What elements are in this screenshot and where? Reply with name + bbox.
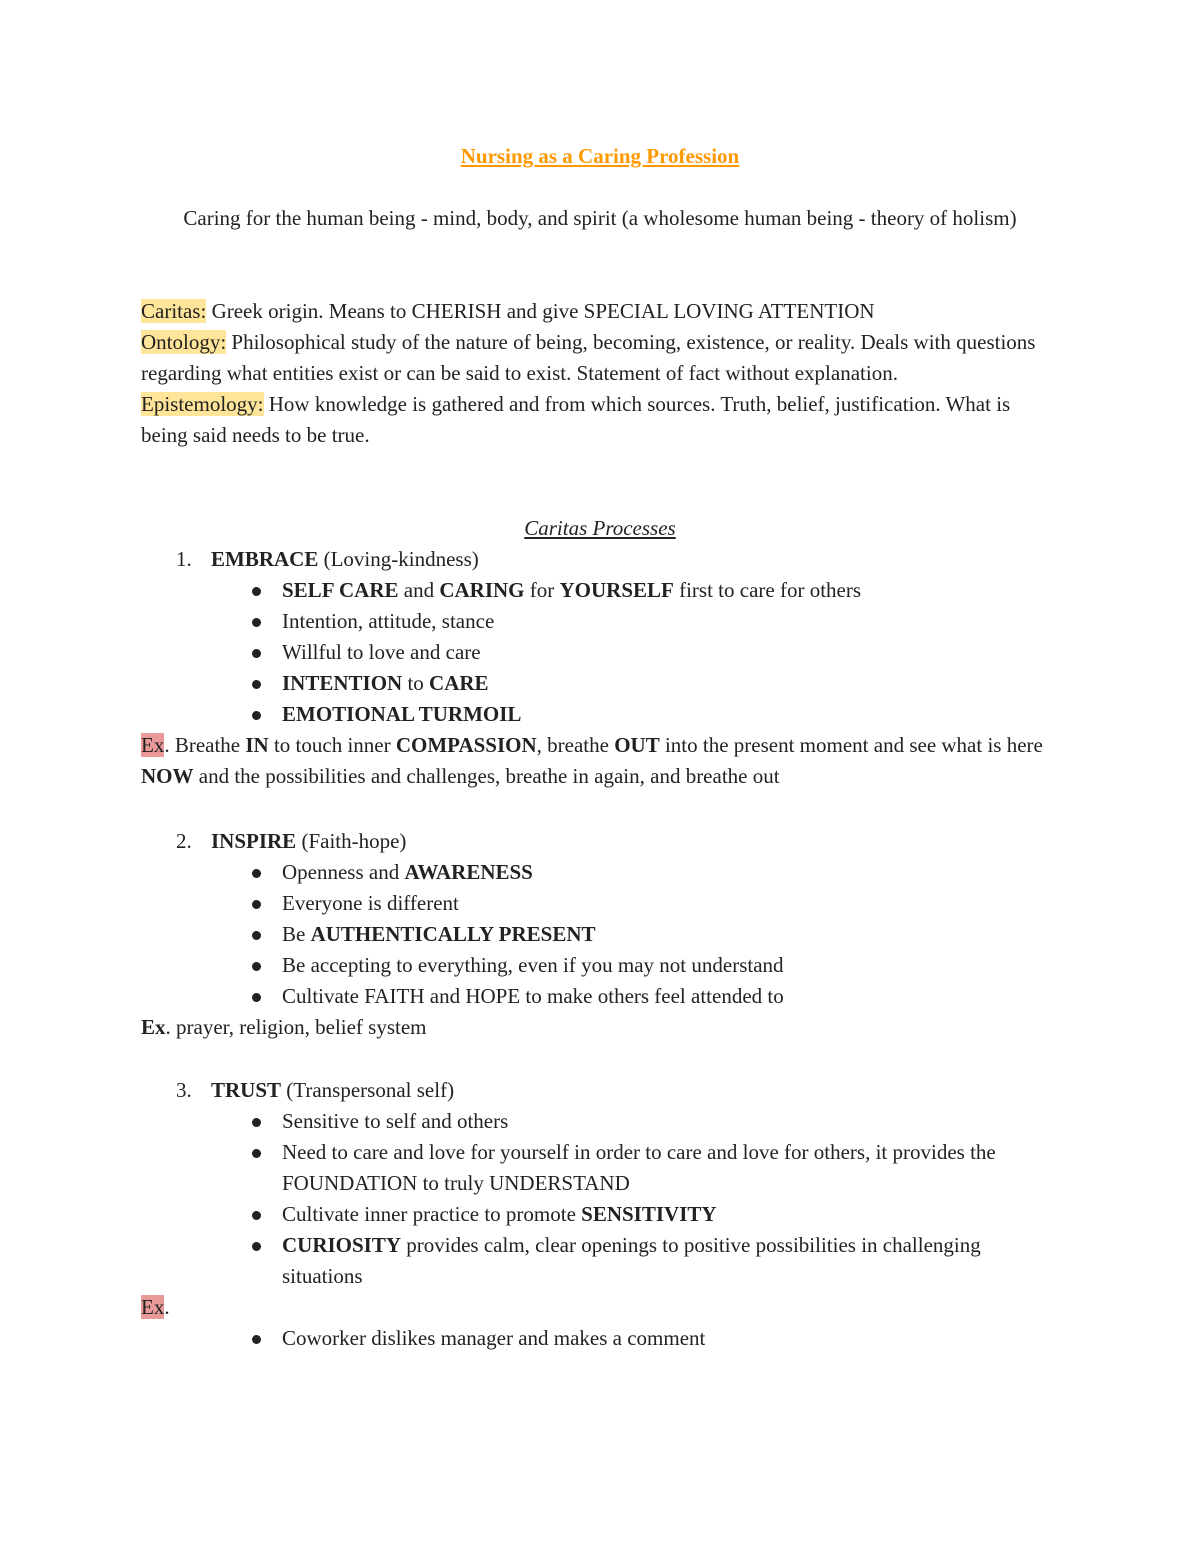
list-item [141,606,1061,637]
process-heading [141,544,1061,575]
process-number: 3. [176,1078,192,1102]
text-bold: AWARENESS [404,860,533,884]
text-bold: IN [245,733,269,757]
text: and the possibilities and challenges, breathe in again, and breathe out [193,764,780,788]
bullet-icon [252,1118,261,1127]
text-bold: NOW [141,764,194,788]
bullet-list [141,575,1061,730]
text: Intention, attitude, stance [282,609,495,633]
list-item [141,637,1061,668]
text: for [524,578,560,602]
list-item [141,668,1061,699]
term-ontology: Ontology: [141,330,227,354]
bullet-icon [252,680,261,689]
section-heading: Caritas Processes [524,516,676,540]
text: Willful to love and care [282,640,481,664]
list-item [141,950,1061,981]
bullet-list [141,1323,1061,1354]
text: Cultivate inner practice to promote [282,1202,582,1226]
example-label: Ex [141,733,165,757]
list-item [141,1323,1061,1354]
text: . [164,1295,170,1319]
list-item [141,888,1061,919]
process-inspire [141,826,1061,1043]
process-heading [141,826,1061,857]
text: and [398,578,440,602]
definition-ontology [141,327,1061,389]
text: first to care for others [673,578,862,602]
list-item [141,1137,1061,1199]
bullet-list [141,1106,1061,1292]
text: to [402,671,430,695]
definition-text: Greek origin. Means to CHERISH and give SPECIAL LOVING ATTENTION [206,299,875,323]
text: provides calm, clear openings to positive possibilities in challenging situations [282,1233,981,1288]
text-bold: CARE [429,671,489,695]
definitions [141,296,1061,451]
process-subtitle: (Transpersonal self) [281,1078,455,1102]
text-bold: SENSITIVITY [581,1202,717,1226]
bullet-icon [252,1335,261,1344]
text: Everyone is different [282,891,459,915]
text: Sensitive to self and others [282,1109,509,1133]
text-bold: EMOTIONAL TURMOIL [282,702,522,726]
text: Be [282,922,311,946]
example [141,1292,1061,1323]
bullet-icon [252,962,261,971]
bullet-icon [252,1149,261,1158]
definition-text: How knowledge is gathered and from which sources. Truth, belief, justification. What is being said needs to be true. [141,392,1011,447]
bullet-icon [252,993,261,1002]
text: into the present moment and see what is here [659,733,1043,757]
definition-epistemology [141,389,1061,451]
bullet-icon [252,900,261,909]
list-item [141,1106,1061,1137]
text: . prayer, religion, belief system [165,1015,427,1039]
bullet-icon [252,587,261,596]
definition-caritas [141,296,1061,327]
example-label: Ex [141,1295,165,1319]
process-name: INSPIRE [211,829,297,853]
bullet-icon [252,1242,261,1251]
text: Openness and [282,860,405,884]
process-trust [141,1075,1061,1354]
process-number: 1. [176,547,192,571]
bullet-icon [252,869,261,878]
term-epistemology: Epistemology: [141,392,264,416]
text: Coworker dislikes manager and makes a comment [282,1326,706,1350]
text: Need to care and love for yourself in order to care and love for others, it provides the FOUNDATION to truly UNDERSTAND [282,1140,996,1195]
bullet-icon [252,649,261,658]
text-bold: CURIOSITY [282,1233,402,1257]
list-item [141,1230,1061,1292]
process-subtitle: (Faith-hope) [296,829,407,853]
bullet-icon [252,618,261,627]
text: Be accepting to everything, even if you may not understand [282,953,784,977]
bullet-icon [252,1211,261,1220]
bullet-list [141,857,1061,1012]
text-bold: INTENTION [282,671,403,695]
example [141,1012,1061,1043]
process-subtitle: (Loving-kindness) [318,547,479,571]
text-bold: COMPASSION [395,733,537,757]
subtitle: Caring for the human being - mind, body, and spirit (a wholesome human being - theory of holism) [183,206,1017,230]
bullet-icon [252,931,261,940]
text-bold: CARING [439,578,525,602]
definition-text: Philosophical study of the nature of being, becoming, existence, or reality. Deals with questions regarding what entities exist or can be said to exist. Statement of fact without explanation. [141,330,1036,385]
process-embrace [141,544,1061,792]
text-bold: YOURSELF [559,578,674,602]
process-name: TRUST [211,1078,282,1102]
process-number: 2. [176,829,192,853]
list-item [141,575,1061,606]
bullet-icon [252,711,261,720]
process-heading [141,1075,1061,1106]
list-item [141,919,1061,950]
text-bold: OUT [614,733,660,757]
text: Cultivate FAITH and HOPE to make others feel attended to [282,984,784,1008]
text-bold: AUTHENTICALLY PRESENT [310,922,596,946]
list-item [141,981,1061,1012]
example-label: Ex [141,1015,166,1039]
term-caritas: Caritas: [141,299,207,323]
list-item [141,1199,1061,1230]
list-item [141,699,1061,730]
text: , breathe [536,733,615,757]
text: to touch inner [268,733,396,757]
process-name: EMBRACE [211,547,319,571]
text: . Breathe [164,733,246,757]
text-bold: SELF CARE [282,578,399,602]
example [141,730,1061,792]
page-title: Nursing as a Caring Profession [460,144,740,168]
list-item [141,857,1061,888]
